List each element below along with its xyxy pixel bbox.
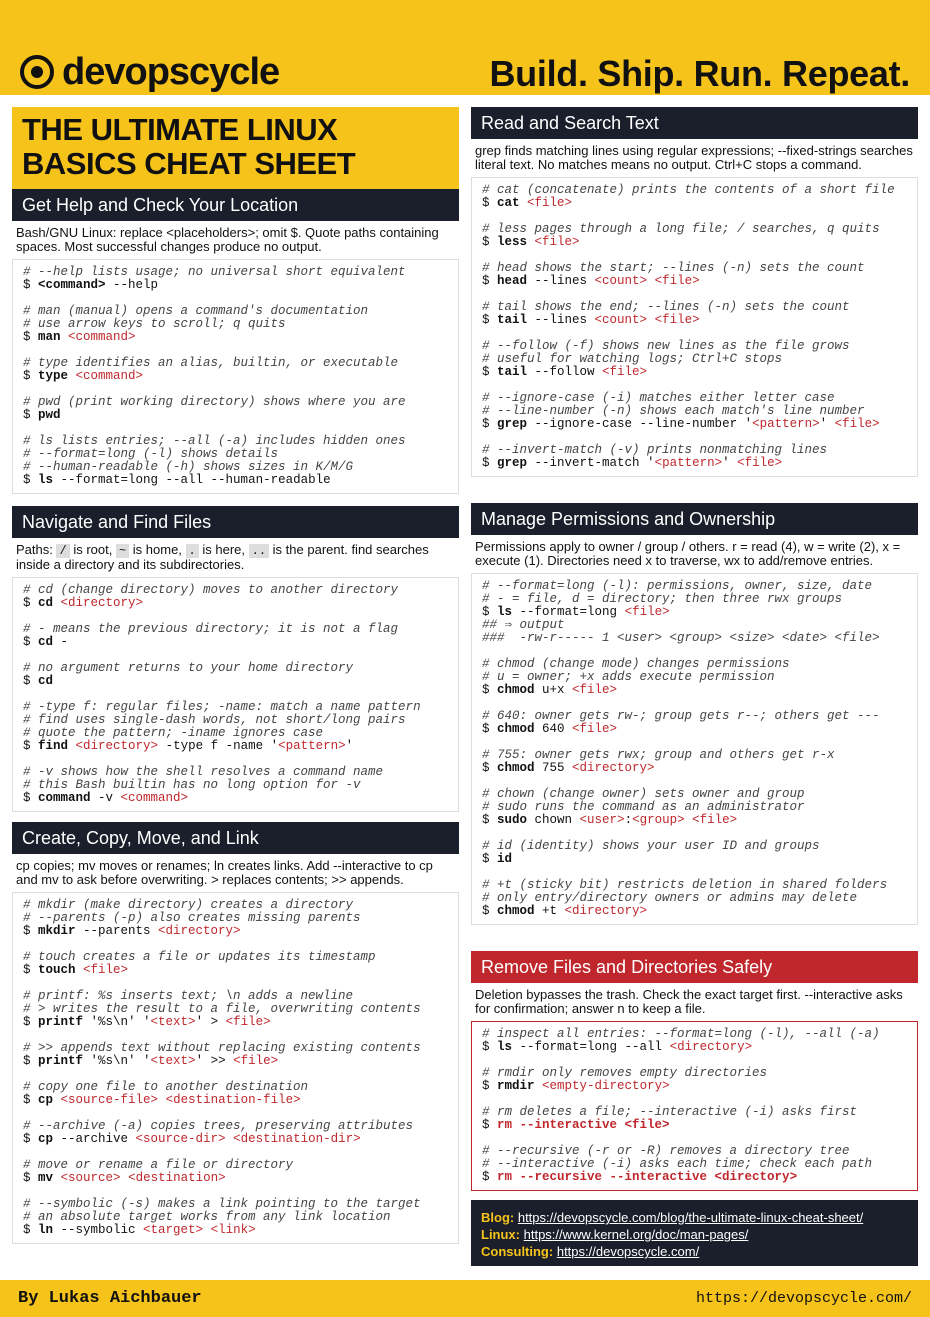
code-block[interactable]: # mkdir (make directory) creates a directory # --parents (-p) also creates missing parents $ mkdir --parents <directory> # touch creates a file or updates its timestamp $ touch <file> # printf: %s inserts text; \n adds a newline # > writes the result to a file, overwriting contents $ printf '%s\n' '<text>' > <file> # >> appends text without replacing existing contents $ printf '%s\n' '<text>' >> <file> # copy one file to another destination $ cp <source-file> <destination-file> # --archive (-a) copies trees, preserving attributes $ cp --archive <source-dir> <destination-dir> # move or rename a file or directory $ mv <source> <destination> # --symbolic (-s) makes a link pointing to the target # an absolute target works from any link location $ ln --symbolic <target> <link>	[12, 892, 459, 1244]
section-read	[471, 107, 918, 477]
section-title: Create, Copy, Move, and Link	[12, 822, 459, 854]
section-desc: Permissions apply to owner / group / others. r = read (4), w = write (2), x = execute (1). Directories need x to traverse, wx to add/remove entries.	[475, 539, 901, 568]
linux-label: Linux:	[481, 1227, 520, 1242]
section-remove	[471, 951, 918, 1191]
brand-logo[interactable]	[20, 52, 279, 92]
consulting-link-row	[481, 1243, 908, 1260]
footer	[0, 1280, 930, 1317]
section-title: Get Help and Check Your Location	[12, 189, 459, 221]
links-box	[471, 1200, 918, 1266]
blog-link[interactable]: https://devopscycle.com/blog/the-ultimate-linux-cheat-sheet/	[517, 1210, 864, 1225]
section-create	[12, 822, 459, 1244]
logo-icon	[20, 55, 54, 89]
header-bar	[0, 0, 930, 95]
section-desc: cp copies; mv moves or renames; ln creates links. Add --interactive to cp and mv to ask before overwriting. > replaces contents; >> appends.	[16, 858, 433, 887]
section-desc: Paths: / is root, ~ is home, . is here, .. is the parent. find searches inside a directory and its subdirectories.	[16, 542, 429, 572]
tagline: Build. Ship. Run. Repeat.	[489, 53, 910, 94]
page-title	[12, 107, 459, 189]
section-title: Navigate and Find Files	[12, 506, 459, 538]
linux-link[interactable]: https://www.kernel.org/doc/man-pages/	[523, 1227, 749, 1242]
blog-label: Blog:	[481, 1210, 515, 1225]
title-line-1: THE ULTIMATE LINUX	[22, 112, 338, 147]
section-desc: Bash/GNU Linux: replace <placeholders>; omit $. Quote paths containing spaces. Most successful changes produce no output.	[16, 225, 439, 254]
consulting-label: Consulting:	[481, 1244, 554, 1259]
consulting-link[interactable]: https://devopscycle.com/	[556, 1244, 700, 1259]
section-navigate	[12, 506, 459, 812]
code-block[interactable]: # --help lists usage; no universal short equivalent $ <command> --help # man (manual) opens a command's documentation # use arrow keys to scroll; q quits $ man <command> # type identifies an alias, builtin, or executable $ type <command> # pwd (print working directory) shows where you are $ pwd # ls lists entries; --all (-a) includes hidden ones # --format=long (-l) shows details # --human-readable (-h) shows sizes in K/M/G $ ls --format=long --all --human-readable	[12, 259, 459, 494]
footer-site-link[interactable]: https://devopscycle.com/	[695, 1290, 912, 1307]
section-title: Read and Search Text	[471, 107, 918, 139]
section-help	[12, 189, 459, 494]
code-block[interactable]: # cat (concatenate) prints the contents of a short file $ cat <file> # less pages through a long file; / searches, q quits $ less <file> # head shows the start; --lines (-n) sets the count $ head --lines <count> <file> # tail shows the end; --lines (-n) sets the count $ tail --lines <count> <file> # --follow (-f) shows new lines as the file grows # useful for watching logs; Ctrl+C stops $ tail --follow <file> # --ignore-case (-i) matches either letter case # --line-number (-n) shows each match's line number $ grep --ignore-case --line-number '<pattern>' <file> # --invert-match (-v) prints nonmatching lines $ grep --invert-match '<pattern>' <file>	[471, 177, 918, 477]
code-block[interactable]: # inspect all entries: --format=long (-l), --all (-a) $ ls --format=long --all <directory> # rmdir only removes empty directories $ rmdir <empty-directory> # rm deletes a file; --interactive (-i) asks first $ rm --interactive <file> # --recursive (-r or -R) removes a directory tree # --interactive (-i) asks each time; check each path $ rm --recursive --interactive <directory>	[471, 1021, 918, 1191]
logo-text: devopscycle	[62, 51, 280, 93]
author: By Lukas Aichbauer	[18, 1289, 202, 1308]
section-title: Remove Files and Directories Safely	[471, 951, 918, 983]
section-title: Manage Permissions and Ownership	[471, 503, 918, 535]
code-block[interactable]: # cd (change directory) moves to another directory $ cd <directory> # - means the previous directory; it is not a flag $ cd - # no argument returns to your home directory $ cd # -type f: regular files; -name: match a name pattern # find uses single-dash words, not short/long pairs # quote the pattern; -iname ignores case $ find <directory> -type f -name '<pattern>' # -v shows how the shell resolves a command name # this Bash builtin has no long option for -v $ command -v <command>	[12, 577, 459, 812]
code-block[interactable]: # --format=long (-l): permissions, owner, size, date # - = file, d = directory; then three rwx groups $ ls --format=long <file> ## ⇒ output ### -rw-r----- 1 <user> <group> <size> <date> <file> # chmod (change mode) changes permissions # u = owner; +x adds execute permission $ chmod u+x <file> # 640: owner gets rw-; group gets r--; others get --- $ chmod 640 <file> # 755: owner gets rwx; group and others get r-x $ chmod 755 <directory> # chown (change owner) sets owner and group # sudo runs the command as an administrator $ sudo chown <user>:<group> <file> # id (identity) shows your user ID and groups $ id # +t (sticky bit) restricts deletion in shared folders # only entry/directory owners or admins may delete $ chmod +t <directory>	[471, 573, 918, 925]
section-permissions	[471, 503, 918, 925]
section-desc: Deletion bypasses the trash. Check the exact target first. --interactive asks for confirmation; answer n to keep a file.	[475, 987, 903, 1016]
section-desc: grep finds matching lines using regular expressions; --fixed-strings searches literal text. No matches means no output. Ctrl+C stops a command.	[475, 143, 913, 172]
linux-link-row	[481, 1226, 908, 1243]
title-line-2: BASICS CHEAT SHEET	[22, 146, 356, 181]
blog-link-row	[481, 1209, 908, 1226]
